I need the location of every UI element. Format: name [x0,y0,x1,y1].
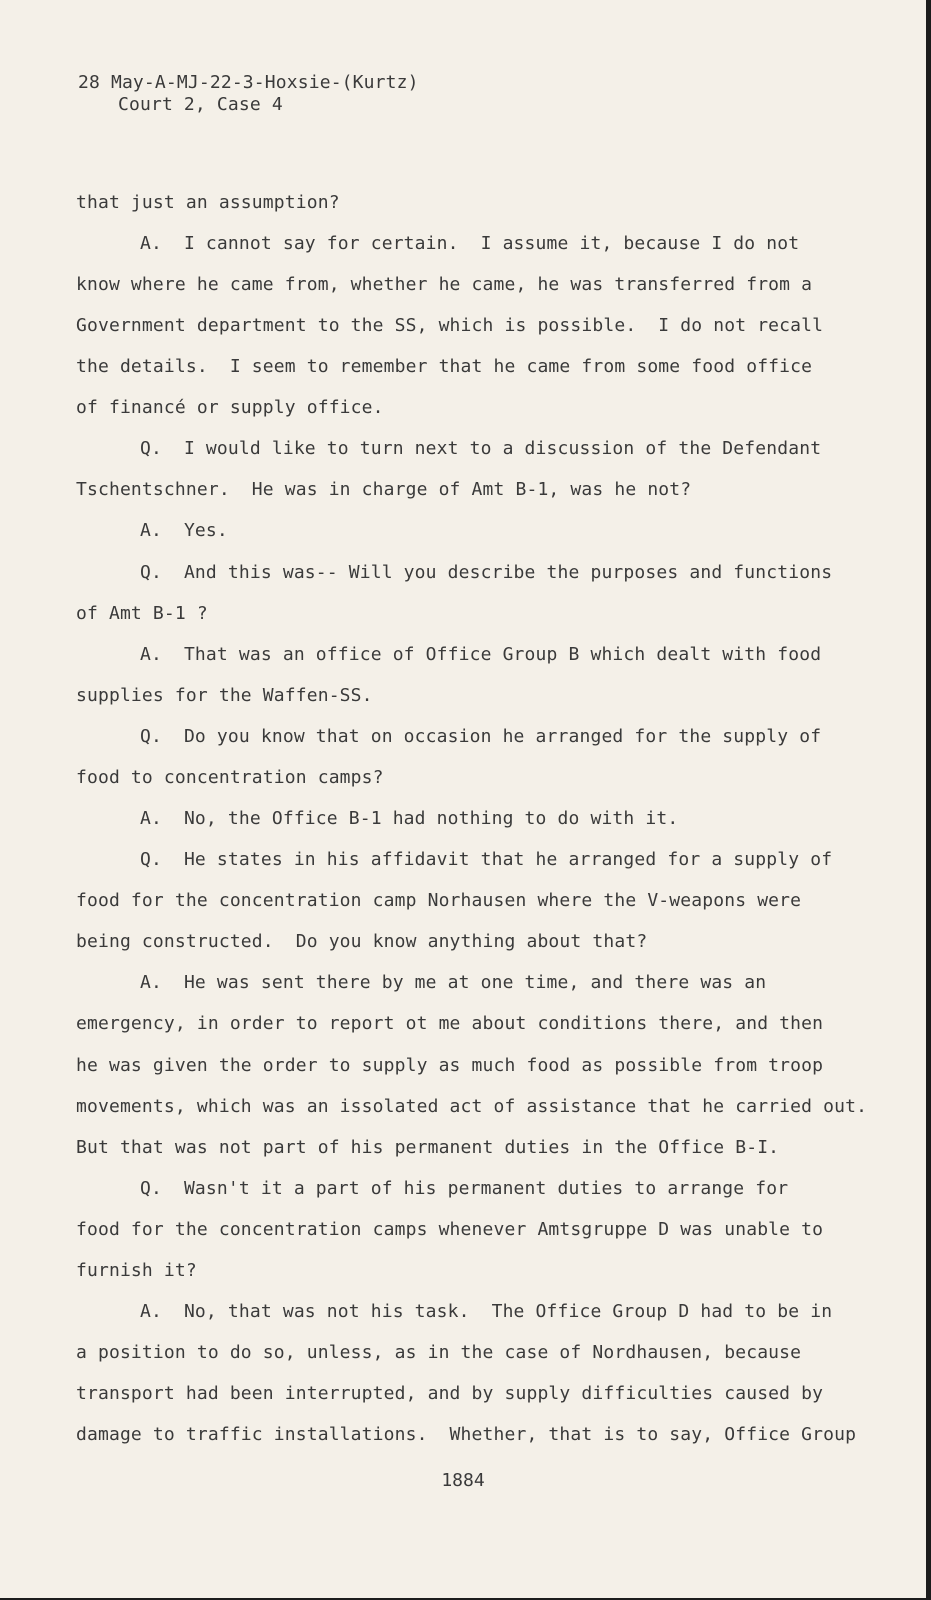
text-line: A. I cannot say for certain. I assume it, because I do not [140,233,800,254]
text-line: But that was not part of his permanent duties in the Office B-I. [76,1137,780,1158]
text-line: A. No, the Office B-1 had nothing to do with it. [140,808,679,829]
text-line: of financé or supply office. [76,397,384,418]
text-line: Q. Do you know that on occasion he arranged for the supply of [140,726,822,747]
text-line: Government department to the SS, which is possible. I do not recall [76,315,824,336]
text-line: know where he came from, whether he came, he was transferred from a [76,274,813,295]
text-line: A. That was an office of Office Group B which dealt with food [140,644,822,665]
text-line: Q. And this was-- Will you describe the purposes and functions [140,562,833,583]
text-line: supplies for the Waffen-SS. [76,685,373,706]
text-line: food to concentration camps? [76,767,384,788]
text-line: of Amt B-1 ? [76,603,208,624]
text-line: A. Yes. [140,520,228,541]
text-line: he was given the order to supply as much food as possible from troop [76,1055,824,1076]
text-line: A. No, that was not his task. The Office Group D had to be in [140,1301,833,1322]
text-line: emergency, in order to report ot me about conditions there, and then [76,1013,824,1034]
text-line: the details. I seem to remember that he came from some food office [76,356,813,377]
text-line: Q. He states in his affidavit that he arranged for a supply of [140,849,833,870]
text-line: furnish it? [76,1260,197,1281]
text-line: being constructed. Do you know anything about that? [76,931,648,952]
text-line: food for the concentration camp Norhausen where the V-weapons were [76,890,802,911]
text-line: that just an assumption? [76,192,340,213]
text-line: a position to do so, unless, as in the case of Nordhausen, because [76,1342,802,1363]
text-line: Q. I would like to turn next to a discussion of the Defendant [140,438,822,459]
page-number: 1884 [441,1470,485,1491]
text-line: Q. Wasn't it a part of his permanent duties to arrange for [140,1178,789,1199]
text-line: A. He was sent there by me at one time, and there was an [140,972,767,993]
text-line: movements, which was an issolated act of assistance that he carried out. [76,1096,868,1117]
text-line: damage to traffic installations. Whether, that is to say, Office Group [76,1424,857,1445]
text-line: Tschentschner. He was in charge of Amt B-1, was he not? [76,479,692,500]
text-line: transport had been interrupted, and by supply difficulties caused by [76,1383,824,1404]
header-case-reference: 28 May-A-MJ-22-3-Hoxsie-(Kurtz) [78,72,419,93]
text-line: food for the concentration camps whenever Amtsgruppe D was unable to [76,1219,824,1240]
header-court-case: Court 2, Case 4 [118,94,283,115]
